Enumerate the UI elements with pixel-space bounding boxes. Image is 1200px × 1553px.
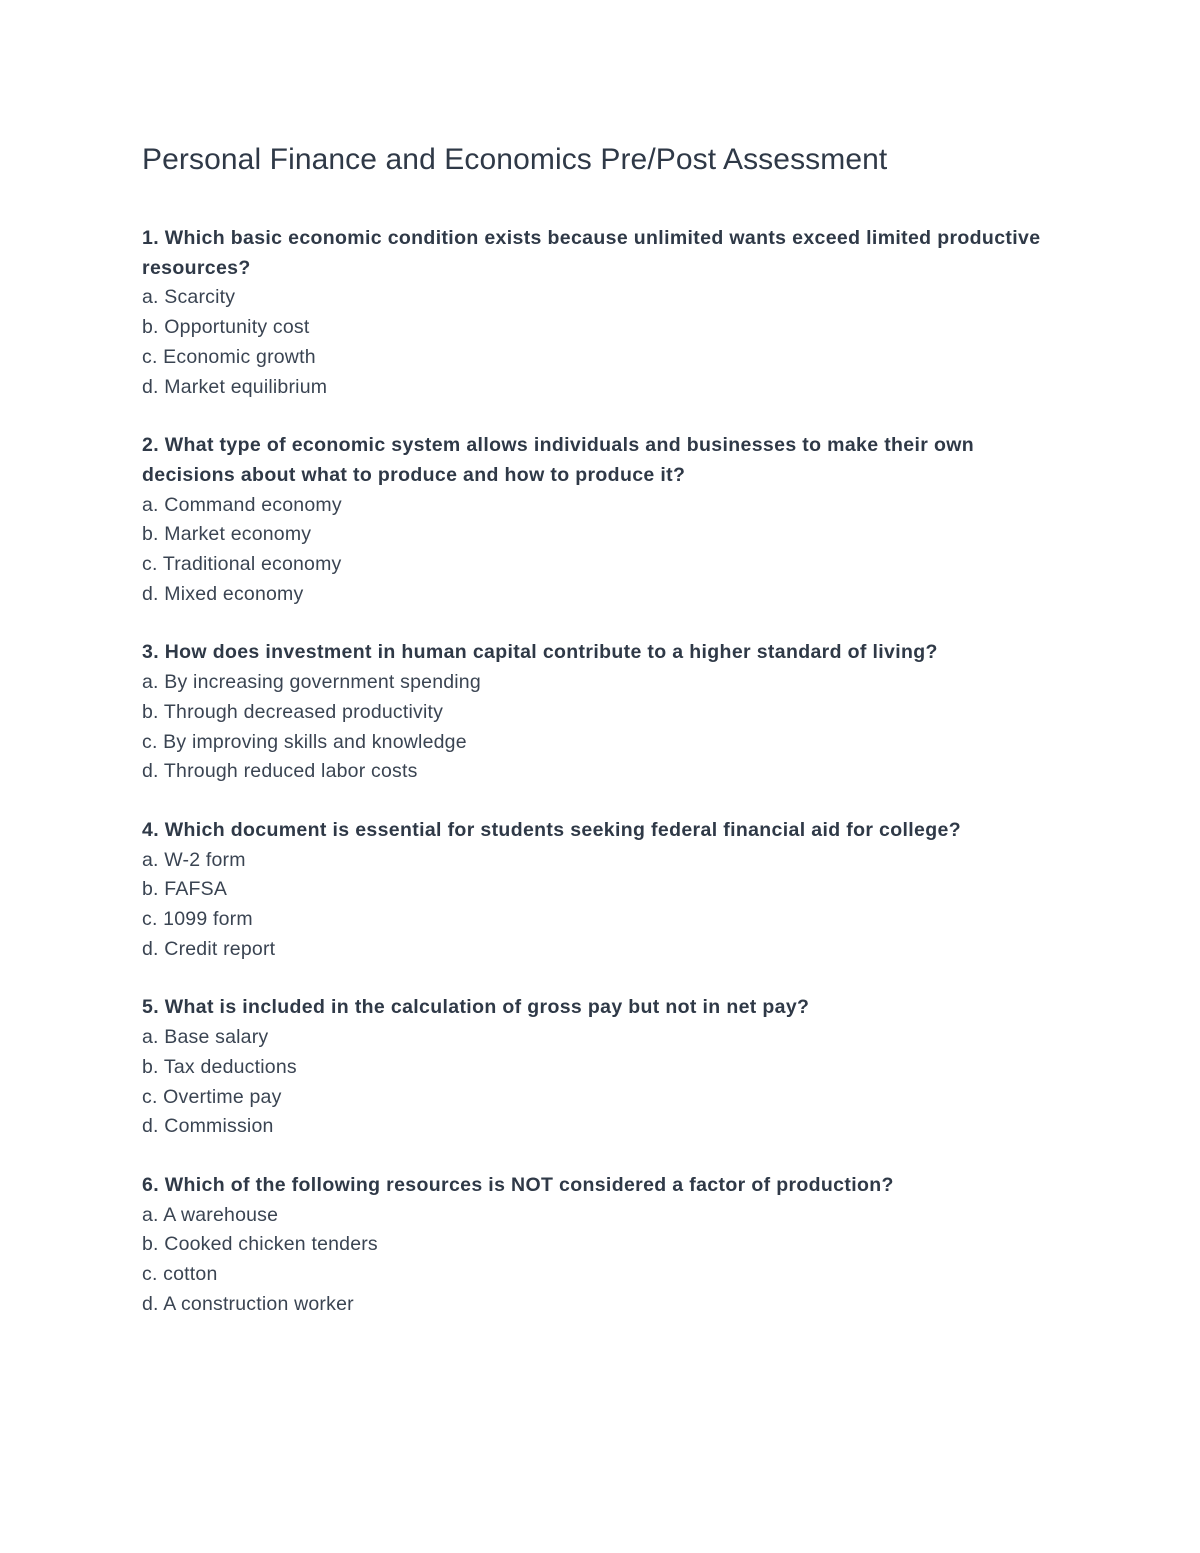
answer-options [142, 1023, 1072, 1142]
question-3 [142, 638, 1072, 787]
question-6 [142, 1171, 1072, 1320]
question-2 [142, 431, 1072, 609]
answer-option: a. Command economy [142, 493, 342, 516]
answer-option: b. Market economy [142, 523, 312, 546]
answer-options [142, 491, 1072, 610]
answer-option: b. FAFSA [142, 878, 228, 901]
question-text: 4. Which document is essential for students seeking federal financial aid for college? [142, 818, 961, 841]
answer-option: b. Cooked chicken tenders [142, 1233, 378, 1256]
question-text: 6. Which of the following resources is NOT considered a factor of production? [142, 1173, 894, 1196]
answer-option: b. Tax deductions [142, 1055, 297, 1078]
answer-options [142, 1201, 1072, 1320]
question-1 [142, 224, 1072, 402]
answer-option: c. Economic growth [142, 345, 316, 368]
answer-option: a. Scarcity [142, 286, 236, 309]
answer-option: b. Through decreased productivity [142, 700, 444, 723]
answer-option: c. By improving skills and knowledge [142, 730, 467, 753]
question-text: 2. What type of economic system allows individuals and businesses to make their own decisions about what to produce and how to produce it? [142, 434, 975, 486]
answer-option: c. 1099 form [142, 908, 253, 931]
question-5 [142, 993, 1072, 1142]
answer-option: d. A construction worker [142, 1292, 354, 1315]
answer-option: c. Overtime pay [142, 1085, 282, 1108]
answer-options [142, 283, 1072, 402]
document-page [142, 138, 1072, 1349]
answer-option: a. W-2 form [142, 848, 246, 871]
question-text: 3. How does investment in human capital contribute to a higher standard of living? [142, 641, 938, 664]
answer-option: d. Mixed economy [142, 582, 304, 605]
answer-option: d. Credit report [142, 937, 276, 960]
answer-option: a. By increasing government spending [142, 671, 481, 694]
answer-option: a. Base salary [142, 1026, 269, 1049]
page-title: Personal Finance and Economics Pre/Post Assessment [142, 143, 888, 176]
answer-options [142, 668, 1072, 787]
question-text: 1. Which basic economic condition exists because unlimited wants exceed limited productive resources? [142, 227, 1041, 279]
question-text: 5. What is included in the calculation of gross pay but not in net pay? [142, 996, 810, 1019]
answer-options [142, 846, 1072, 965]
question-4 [142, 816, 1072, 965]
answer-option: b. Opportunity cost [142, 316, 310, 339]
answer-option: d. Market equilibrium [142, 375, 328, 398]
answer-option: d. Through reduced labor costs [142, 760, 418, 783]
answer-option: d. Commission [142, 1115, 274, 1138]
answer-option: c. cotton [142, 1263, 218, 1286]
answer-option: a. A warehouse [142, 1203, 279, 1226]
answer-option: c. Traditional economy [142, 553, 342, 576]
